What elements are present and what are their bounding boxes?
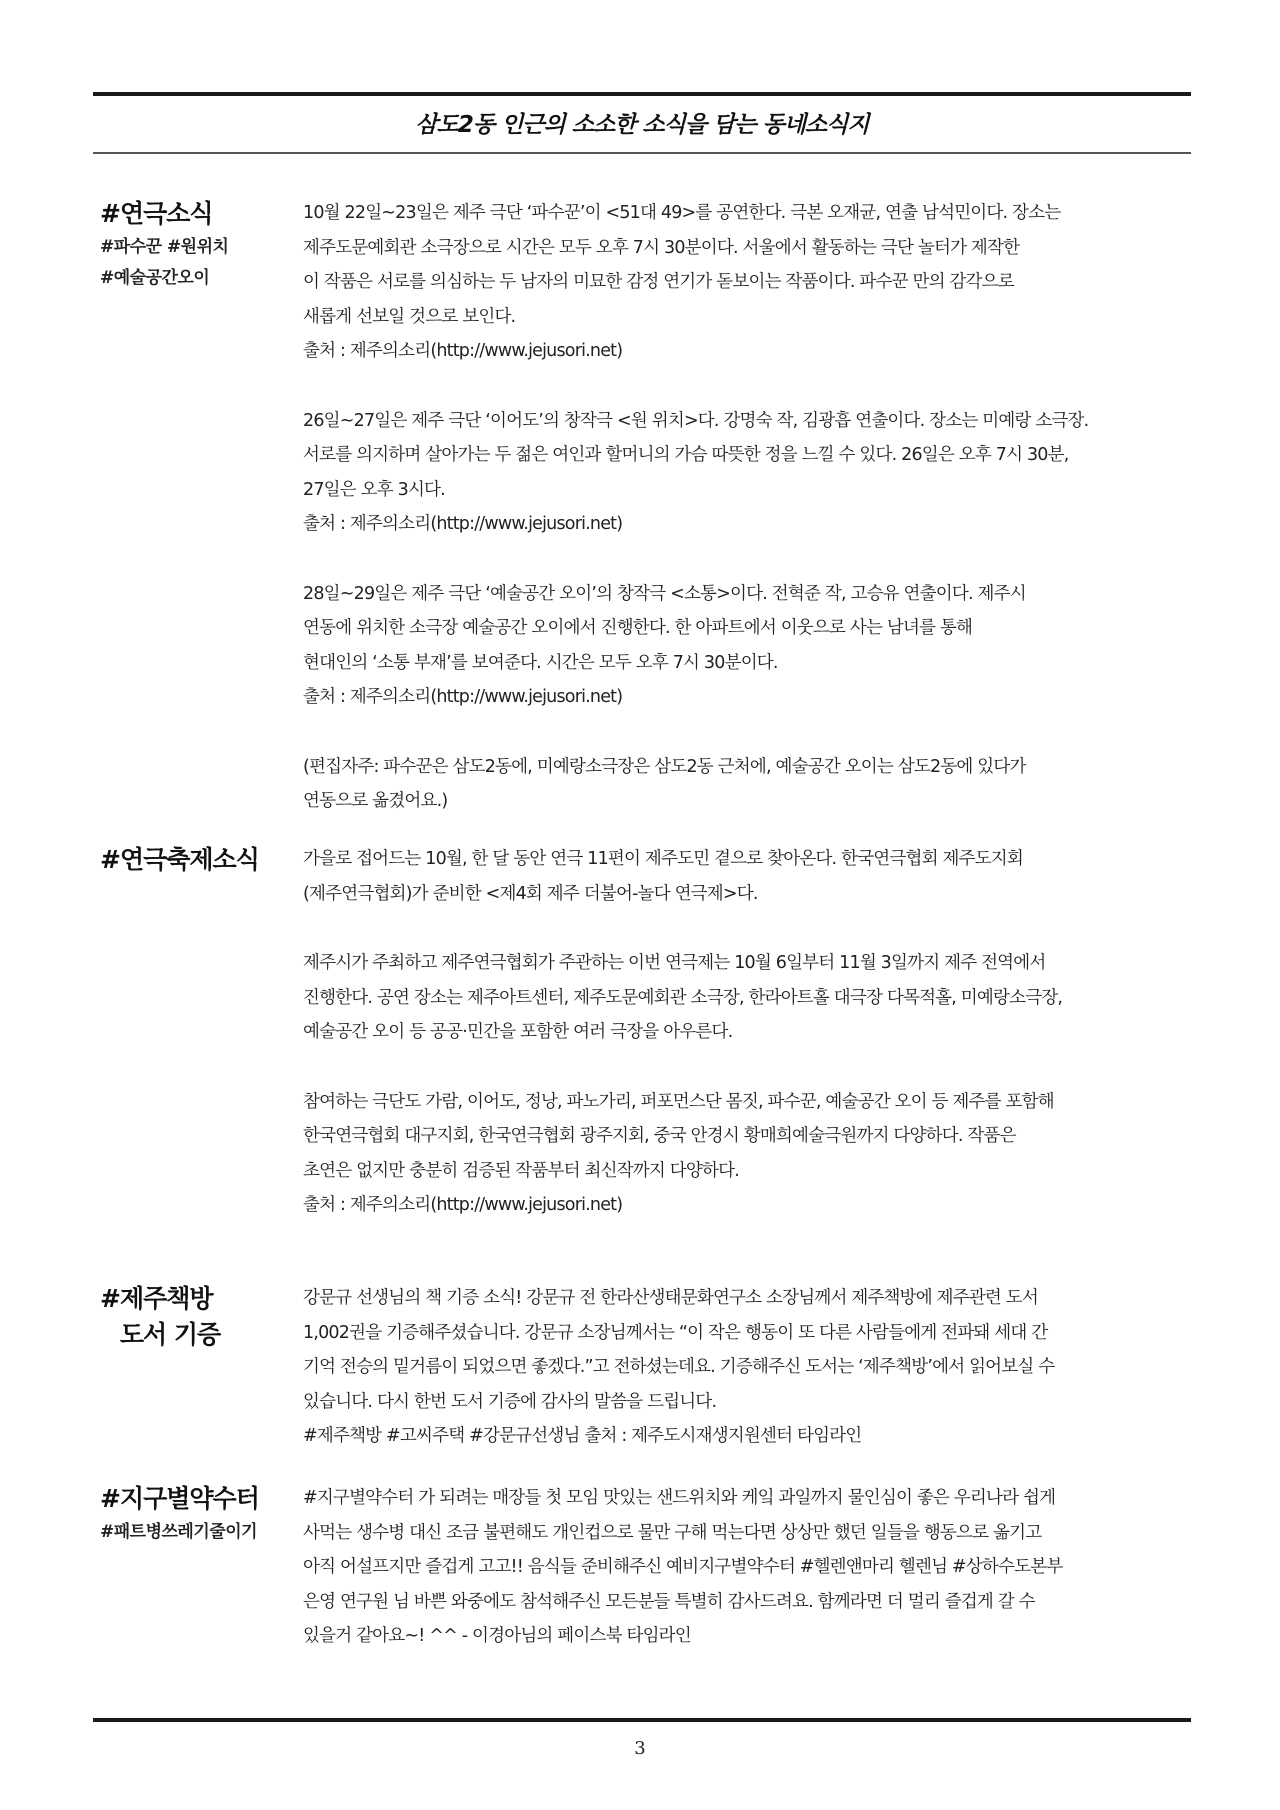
- text-line: #지구별약수터 가 되려는 매장들 첫 모임 맛있는 샌드위치와 케잌 과일까지 물인심이 좋은 우리나라 쉽게: [303, 1488, 1056, 1508]
- section-body: [303, 1281, 1193, 1454]
- text-line: 참여하는 극단도 가람, 이어도, 정낭, 파노가리, 퍼포먼스단 몸짓, 파수꾼, 예술공간 오이 등 제주를 포함해: [303, 1091, 1054, 1112]
- text-line: 한국연극협회 대구지회, 한국연극협회 광주지회, 중국 안경시 황매희예술극원까지 다양하다. 작품은: [303, 1126, 1016, 1146]
- paragraph: [303, 196, 1193, 369]
- text-line: 초연은 없지만 충분히 검증된 작품부터 최신작까지 다양하다.: [303, 1160, 739, 1181]
- text-line: 제주시가 주최하고 제주연극협회가 주관하는 이번 연극제는 10월 6일부터 11월 3일까지 제주 전역에서: [303, 953, 1046, 973]
- text-line: 28일~29일은 제주 극단 ‘예술공간 오이’의 창작극 <소통>이다. 전혁준 작, 고승유 연출이다. 제주시: [303, 583, 1026, 604]
- text-line: 27일은 오후 3시다.: [303, 479, 445, 500]
- section-tag-main: #지구별약수터: [100, 1484, 259, 1513]
- section-body: [303, 842, 1193, 1223]
- text-line: 기억 전승의 밑거름이 되었으면 좋겠다.”고 전하셨는데요. 기증해주신 도서는 ‘제주책방’에서 읽어보실 수: [303, 1357, 1055, 1377]
- text-line: 제주도문예회관 소극장으로 시간은 모두 오후 7시 30분이다. 서울에서 활동하는 극단 놀터가 제작한: [303, 237, 1020, 258]
- text-line: 연동에 위치한 소극장 예술공간 오이에서 진행한다. 한 아파트에서 이웃으로 사는 남녀를 통해: [303, 618, 973, 638]
- text-line: 진행한다. 공연 장소는 제주아트센터, 제주도문예회관 소극장, 한라아트홀 대극장 다목적홀, 미예랑소극장,: [303, 987, 1063, 1008]
- section-tags: [100, 196, 290, 294]
- text-line: (편집자주: 파수꾼은 삼도2동에, 미예랑소극장은 삼도2동 근처에, 예술공간 오이는 삼도2동에 있다가: [303, 756, 1026, 777]
- header-bottom-rule: [93, 152, 1191, 154]
- section-body: [303, 1481, 1193, 1654]
- header-top-rule: [93, 92, 1191, 96]
- text-line: 26일~27일은 제주 극단 ‘이어도’의 창작극 <원 위치>다. 강명숙 작, 김광흡 연출이다. 장소는 미예랑 소극장.: [303, 410, 1089, 431]
- paragraph: [303, 1481, 1193, 1654]
- source-line: 출처 : 제주의소리(http://www.jejusori.net): [303, 341, 623, 361]
- section-tag-main: #연극축제소식: [100, 845, 259, 874]
- paragraph: [303, 842, 1193, 911]
- page-number: 3: [634, 1738, 646, 1759]
- text-line: 은영 연구원 님 바쁜 와중에도 참석해주신 모든분들 특별히 감사드려요. 함께라면 더 멀리 즐겁게 갈 수: [303, 1591, 1035, 1612]
- text-line: 예술공간 오이 등 공공·민간을 포함한 여러 극장을 아우른다.: [303, 1022, 733, 1042]
- text-line: 있습니다. 다시 한번 도서 기증에 감사의 말씀을 드립니다.: [303, 1391, 717, 1412]
- text-line: 서로를 의지하며 살아가는 두 젊은 여인과 할머니의 가슴 따뜻한 정을 느낄 수 있다. 26일은 오후 7시 30분,: [303, 445, 1069, 465]
- source-line: 출처 : 제주의소리(http://www.jejusori.net): [303, 514, 623, 534]
- source-line: #제주책방 #고씨주택 #강문규선생님 출처 : 제주도시재생지원센터 타임라인: [303, 1426, 862, 1446]
- text-line: 가을로 접어드는 10월, 한 달 동안 연극 11편이 제주도민 곁으로 찾아온다. 한국연극협회 제주도지회: [303, 849, 1024, 869]
- section-tag-main: #연극소식: [100, 199, 213, 228]
- paragraph: [303, 1085, 1193, 1223]
- paragraph: [303, 946, 1193, 1050]
- section-tag-main: #제주책방: [100, 1284, 213, 1313]
- section-tags: [100, 1481, 290, 1548]
- text-line: 아직 어설프지만 즐겁게 고고!! 음식들 준비해주신 예비지구별약수터 #헬렌앤마리 헬렌님 #상하수도본부: [303, 1557, 1063, 1577]
- newsletter-subtitle: 삼도2동 인근의 소소한 소식을 담는 동네소식지: [415, 112, 869, 138]
- section-tags: [100, 842, 290, 878]
- source-line: 출처 : 제주의소리(http://www.jejusori.net): [303, 1195, 623, 1215]
- text-line: 이 작품은 서로를 의심하는 두 남자의 미묘한 감정 연기가 돋보이는 작품이다. 파수꾼 만의 감각으로: [303, 272, 1014, 292]
- section-tag-sub: #예술공간오이: [100, 268, 210, 288]
- paragraph: [303, 577, 1193, 715]
- editor-note: [303, 750, 1193, 819]
- paragraph: [303, 1281, 1193, 1454]
- text-line: 있을거 같아요~! ^^ - 이경아님의 페이스북 타임라인: [303, 1626, 691, 1646]
- text-line: 강문규 선생님의 책 기증 소식! 강문규 전 한라산생태문화연구소 소장님께서 제주책방에 제주관련 도서: [303, 1288, 1039, 1308]
- text-line: 1,002권을 기증해주셨습니다. 강문규 소장님께서는 “이 작은 행동이 또 다른 사람들에게 전파돼 세대 간: [303, 1322, 1048, 1343]
- section-body: [303, 196, 1193, 819]
- section-tag-sub: #파수꾼 #원위치: [100, 237, 229, 257]
- section-tag-main-second-line: 도서 기증: [119, 1320, 221, 1349]
- text-line: (제주연극협회)가 준비한 <제4회 제주 더불어-놀다 연극제>다.: [303, 883, 758, 904]
- paragraph: [303, 404, 1193, 542]
- source-line: 출처 : 제주의소리(http://www.jejusori.net): [303, 687, 623, 707]
- section-tag-sub: #패트병쓰레기줄이기: [100, 1522, 258, 1542]
- text-line: 10월 22일~23일은 제주 극단 ‘파수꾼’이 <51대 49>를 공연한다. 극본 오재균, 연출 남석민이다. 장소는: [303, 203, 1061, 223]
- text-line: 연동으로 옮겼어요.): [303, 791, 448, 811]
- text-line: 현대인의 ‘소통 부재’를 보여준다. 시간은 모두 오후 7시 30분이다.: [303, 652, 778, 673]
- text-line: 사먹는 생수병 대신 조금 불편해도 개인컵으로 물만 구해 먹는다면 상상만 했던 일들을 행동으로 옮기고: [303, 1522, 1042, 1543]
- text-line: 새롭게 선보일 것으로 보인다.: [303, 306, 516, 327]
- section-tags: [100, 1281, 290, 1353]
- footer-rule: [93, 1718, 1191, 1722]
